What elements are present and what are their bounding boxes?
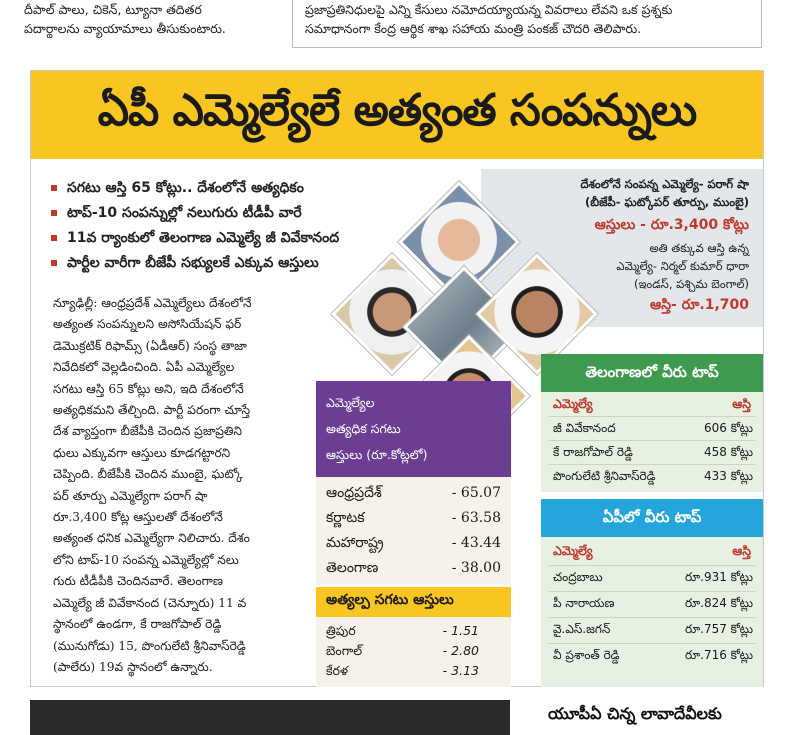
body-line: (పాలేరు) 19వ స్థానంలో ఉన్నారు. [53,659,213,674]
avg-row: కర్ణాటక - 63.58 [326,510,501,526]
ap-title: ఏపీలో వీరు టాప్ [602,508,702,526]
richest-line1: దేశంలోనే సంపన్న ఎమ్మెల్యే- పరాగ్ షా [580,177,749,191]
body-line: అత్యధికమని తేల్చింది. పార్టీ పరంగా చూస్తే [53,403,251,418]
table-row: కే రాజగోపాల్ రెడ్డి 458 కోట్లు [549,440,755,464]
body-line: దేశ వ్యాప్తంగా బీజేపీకి చెందిన ప్రజాప్రతిని [53,424,242,439]
body-line: న్యూఢిల్లీ: ఆంధ్రప్రదేశ్ ఎమ్మెల్యేలు దేశంలోనే [53,296,252,310]
lowest-line1: అతి తక్కువ ఆస్తి ఉన్న [649,241,749,255]
bullet-square-icon [51,235,57,241]
col-header-mla: ఎమ్మెల్యే [553,543,593,558]
avg-header-line2: అత్యధిక సగటు [326,421,401,436]
col-header-assets: ఆస్తి [732,396,751,411]
table-row: వీ ప్రశాంత్ రెడ్డి రూ.716 కోట్లు [549,643,755,667]
telangana-top-table [541,354,763,492]
avg-assets-header [316,381,511,477]
telangana-header [541,354,763,392]
body-line: (మునుగోడు) 15, పొంగులేటి శ్రీనివాస్‌రెడ్డి [53,638,246,653]
avg-row: మహారాష్ట్ర - 43.44 [326,535,501,551]
body-line: పర్ తూర్పు ఎమ్మెల్యేగా పరాగ్ షా [53,488,208,503]
table-row: పీ నారాయణ రూ.824 కోట్లు [549,591,755,615]
avg-header-line3: ఆస్తులు (రూ.కోట్లలో) [326,447,428,462]
bottom-headline: యూపీఏ చిన్న లావాదేవీలకు [548,704,722,723]
body-line: ధులు ఎక్కువగా ఆస్తులు కూడగట్టారని [53,445,231,460]
avg-row: తెలంగాణ - 38.00 [326,560,501,576]
low-row: త్రిపుర - 1.51 [326,623,479,638]
prev-article-right-line2: సమాధానంగా కేంద్ర ఆర్థిక శాఖ సహాయ మంత్రి పంకజ్ చౌదరి తెలిపారు. [305,21,642,36]
bullet-square-icon [51,185,57,191]
table-row: వై.ఎస్.జగన్ రూ.757 కోట్లు [549,617,755,641]
avg-row: ఆంధ్రప్రదేశ్ - 65.07 [326,485,501,501]
prev-article-left-line2: పదార్థాలను వ్యాయామాలు తీసుకుంటారు. [24,21,226,36]
low-row: కేరళ - 3.13 [326,663,479,678]
headline: ఏపీ ఎమ్మెల్యేలే అత్యంత సంపన్నులు [97,85,697,136]
avg-header-line1: ఎమ్మెల్యేల [326,395,375,410]
body-line: లోని టాప్-10 సంపన్న ఎమ్మెల్యేల్లో నలు [53,552,239,567]
table-row: చంద్రబాబు రూ.931 కోట్లు [549,565,755,589]
body-line: సగటు ఆస్తి 65 కోట్లు అని, ఇది దేశంలోనే [53,381,244,396]
col-header-assets: ఆస్తి [732,543,751,558]
richest-assets: ఆస్తులు - రూ.3,400 కోట్లు [594,217,749,233]
body-line: డెమొక్రటిక్ రిఫామ్స్ (ఏడీఆర్) సంస్థ తాజా [53,338,247,353]
richest-line2: (బీజేపీ- ఘట్కోపర్ తూర్పు, ముంబై) [585,195,749,209]
lowest-line2: ఎమ్మెల్యే- నిర్మల్ కుమార్ ధారా [616,259,749,273]
lowest-avg-list [316,617,511,687]
body-line: గురు టీడీపీకి చెందినవారే. తెలంగాణ [53,574,223,589]
highlight-item: 11వ ర్యాంకులో తెలంగాణ ఎమ్మెల్యే జీ వివేకానంద [51,226,471,251]
prev-article-right-line1: ప్రజాప్రతినిధులపై ఎన్ని కేసులు నమోదయ్యాయన్న వివరాలు లేవని ఒక ప్రశ్నకు [305,2,673,17]
body-line: అత్యంత సంపన్నులని అసోసియేషన్ ఫర్ [53,317,242,332]
body-line: అత్యంత ధనిక ఎమ్మెల్యేగా నిలిచారు. దేశం [53,531,250,546]
lowest-assets: ఆస్తి- రూ.1,700 [650,297,749,313]
lowest-avg-header [316,587,511,617]
prev-article-left [20,0,250,38]
telangana-title: తెలంగాణలో వీరు టాప్ [585,363,719,381]
headline-banner [31,71,763,159]
highlight-item: టాప్-10 సంపన్నుల్లో నలుగురు టీడీపీ వారే [51,201,471,226]
ap-header [541,499,763,537]
lowest-line3: (ఇండస్, పశ్చిమ బెంగాల్) [634,277,749,291]
highlight-item: సగటు ఆస్తి 65 కోట్లు.. దేశంలోనే అత్యధికం [51,176,471,201]
bottom-news-photo [30,700,510,735]
prev-article-right [292,0,762,48]
article-body [53,293,333,678]
lowest-avg-title: అత్యల్ప సగటు ఆస్తులు [326,592,454,608]
body-line: స్థానంలో ఉండగా, కే రాజగోపాల్ రెడ్డి [53,617,222,632]
body-line: నివేదికలో వెల్లడించింది. ఏపీ ఎమ్మెల్యేల [53,360,235,375]
body-line: చెప్పింది. బీజేపీకి చెందిన ముంబై, ఘట్కో [53,467,243,482]
col-header-mla: ఎమ్మెల్యే [553,396,593,411]
bullet-square-icon [51,210,57,216]
body-line: రూ.3,400 కోట్ల ఆస్తులతో దేశంలోనే [53,510,223,525]
low-row: బెంగాల్ - 2.80 [326,643,479,658]
highlight-item: పార్టీల వారీగా బీజేపీ సభ్యులకే ఎక్కువ ఆస్తులు [51,251,471,276]
highlights-list [51,176,471,276]
bullet-square-icon [51,260,57,266]
table-row: జీ వివేకానంద 606 కోట్లు [549,416,755,440]
avg-assets-list [316,477,511,585]
table-row: పొంగులేటి శ్రీనివాస్‌రెడ్డి 433 కోట్లు [549,464,755,488]
prev-article-left-line1: దీపాల్ పాలు, చికెన్, ట్యూనా తదితర [24,2,202,17]
ap-top-table [541,499,763,687]
body-line: ఎమ్మెల్యే జీ వివేకానంద (చెన్నూరు) 11 వ [53,595,247,610]
article-box [30,70,764,687]
